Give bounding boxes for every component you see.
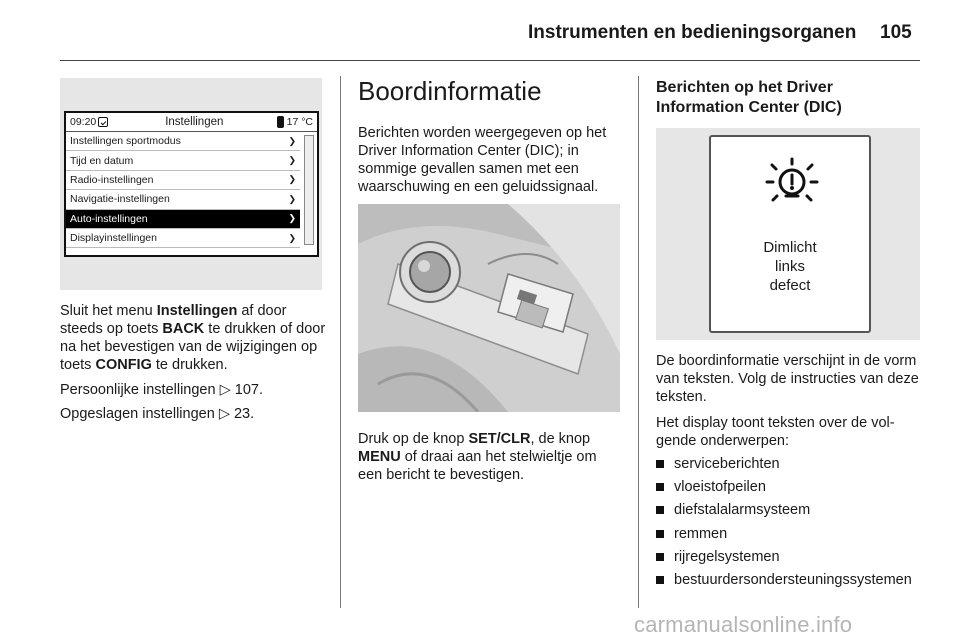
settings-menu-item[interactable]	[66, 151, 300, 170]
header-divider	[60, 60, 920, 61]
settings-menu-item[interactable]	[66, 229, 300, 248]
list-item-text: bestuurdersondersteuningssystemen	[674, 571, 912, 588]
screen-title: Instellingen	[165, 116, 224, 128]
settings-menu-item-label: Tijd en datum	[70, 154, 134, 167]
text-run: of draai aan het stelwieltje om een bericht te bevestigen.	[358, 449, 597, 483]
thermometer-icon	[277, 116, 284, 128]
text-run-bold: SET/CLR	[468, 431, 531, 447]
column-divider	[340, 76, 341, 608]
page-reference-arrow-icon: ▷	[219, 382, 231, 398]
screen-scrollbar[interactable]	[304, 135, 314, 245]
page-reference-arrow-icon: ▷	[218, 406, 230, 422]
list-item	[656, 549, 920, 566]
personal-settings-reference[interactable]	[60, 381, 328, 399]
text-run-bold: CONFIG	[95, 357, 152, 373]
screen-temperature: 17 °C	[286, 116, 313, 128]
bullet-square-icon	[656, 553, 664, 561]
saved-settings-reference[interactable]	[60, 405, 328, 423]
dic-message-line: links	[774, 258, 805, 275]
bullet-square-icon	[656, 460, 664, 468]
reference-page: 107.	[230, 382, 263, 398]
list-item	[656, 479, 920, 496]
section-title: Boordinformatie	[358, 76, 542, 106]
text-run-bold: BACK	[162, 321, 205, 337]
chevron-right-icon: ❯	[288, 155, 296, 166]
dic-topics-intro: Het display toont teksten over de volgende onderwerpen:	[656, 415, 895, 449]
text-run-bold: Instellingen	[156, 303, 238, 319]
list-item	[656, 572, 920, 589]
list-item-text: vloeistofpeilen	[674, 479, 766, 496]
text-run: te drukken.	[151, 357, 228, 373]
dic-topics-list	[656, 456, 920, 595]
site-watermark: carmanualsonline.info	[634, 612, 853, 637]
bullet-square-icon	[656, 530, 664, 538]
chevron-right-icon: ❯	[288, 213, 296, 224]
settings-menu-item-label: Displayinstellingen	[70, 232, 157, 245]
settings-menu-item[interactable]	[66, 190, 300, 209]
settings-menu-item-selected[interactable]	[66, 210, 300, 229]
reference-text: Opgeslagen instellingen	[60, 406, 219, 422]
chevron-right-icon: ❯	[288, 174, 296, 185]
page-number: 105	[880, 22, 912, 43]
text-run-bold: MENU	[358, 449, 401, 465]
chevron-right-icon: ❯	[288, 232, 296, 243]
stalk-control-photo	[358, 204, 620, 412]
screen-time: 09:20	[70, 116, 97, 128]
infotainment-screen	[64, 111, 319, 257]
settings-menu-item-label: Radio-instellingen	[70, 173, 154, 186]
column-divider	[638, 76, 639, 608]
chevron-right-icon: ❯	[288, 135, 296, 146]
list-item-text: remmen	[674, 525, 728, 542]
dic-subheading: Berichten op het Driver Information Center (DIC)	[656, 79, 842, 116]
list-item	[656, 526, 920, 543]
text-run: , de knop	[530, 431, 591, 447]
reference-page: 23.	[229, 406, 255, 422]
close-settings-paragraph	[60, 302, 328, 374]
light-bulb-warning-icon	[765, 157, 819, 213]
screen-status-bar	[66, 113, 317, 132]
settings-menu-item-label: Navigatie-instellingen	[70, 193, 170, 206]
text-run: Druk op de knop	[358, 431, 469, 447]
list-item	[656, 502, 920, 519]
clock-icon	[98, 117, 108, 127]
dic-message-line: defect	[769, 277, 811, 294]
bullet-square-icon	[656, 483, 664, 491]
page-header-title: Instrumenten en bedieningsorganen	[528, 22, 857, 43]
bullet-square-icon	[656, 506, 664, 514]
bullet-square-icon	[656, 576, 664, 584]
settings-menu-item-label: Instellingen sportmodus	[70, 135, 181, 148]
dic-message-line: Dimlicht	[763, 239, 817, 256]
list-item-text: diefstalalarmsysteem	[674, 502, 811, 519]
confirm-message-paragraph	[358, 430, 624, 484]
reference-text: Persoonlijke instellingen	[60, 382, 220, 398]
list-item-text: serviceberichten	[674, 456, 780, 472]
settings-menu-item[interactable]	[66, 171, 300, 190]
dic-description-paragraph: De boordinformatie verschijnt in de vorm van teksten. Volg de instructies van deze teksten.	[656, 353, 919, 405]
chevron-right-icon: ❯	[288, 193, 296, 204]
intro-paragraph: Berichten worden weergegeven op het Driver Information Center (DIC); in sommige gevallen samen met een waarschuwing en een geluidssignaal.	[358, 125, 607, 195]
settings-menu-list	[66, 132, 300, 248]
dic-warning-message	[711, 238, 869, 295]
list-item-text: rijregelsystemen	[674, 548, 780, 565]
settings-menu-item[interactable]	[66, 132, 300, 151]
list-item	[656, 456, 920, 473]
text-run: Sluit het menu	[60, 303, 157, 319]
steering-column-illustration	[358, 204, 620, 412]
dic-display	[709, 135, 871, 333]
settings-menu-item-label: Auto-instellingen	[70, 212, 148, 225]
text-run: te drukken of door na het bevestigen van de wijzigingen op toets	[60, 321, 326, 373]
text-run: af door steeds op toets	[60, 303, 287, 337]
